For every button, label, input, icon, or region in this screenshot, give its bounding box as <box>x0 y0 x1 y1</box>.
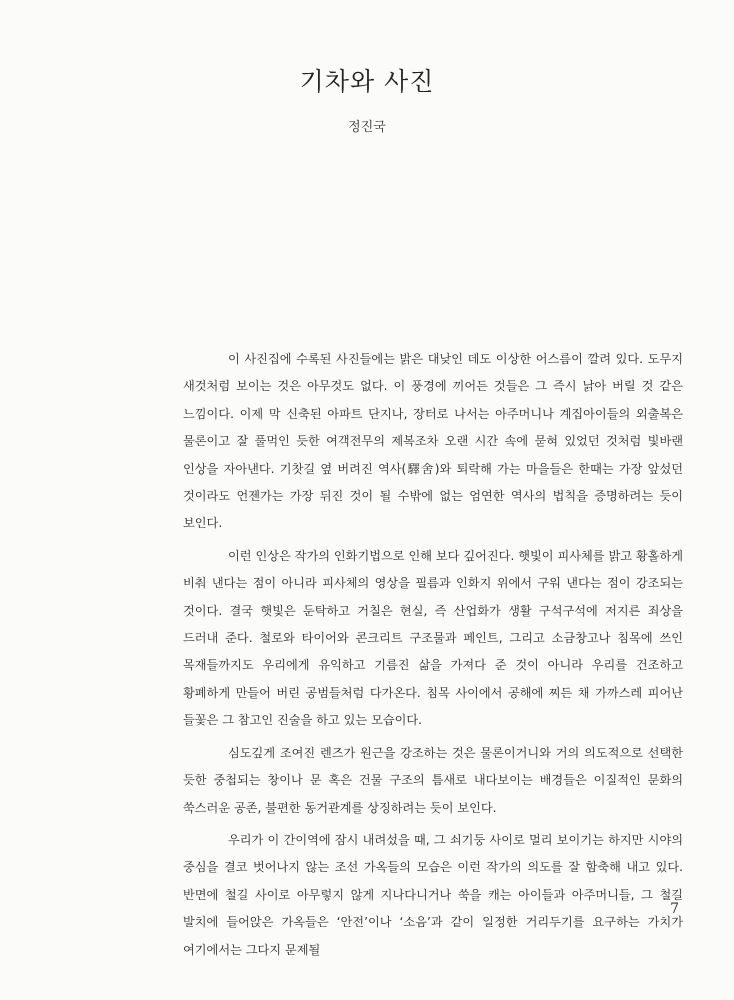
paragraph-4: 우리가 이 간이역에 잠시 내려섰을 때, 그 쇠기둥 사이로 멀리 보이기는 하지만 시야의 중심을 결코 벗어나지 않는 조선 가옥들의 모습은 이런 작가의 의도를 잘 함축해 내고 있다. 반면에 철길 사이로 아무렇지 않게 지나다니거나 쑥을 캐는 아이들과 아주머니들, 그 철길 발치에 들어앉은 가옥들은 ‘안전’이나 ‘소음’과 같이 일정한 거리두기를 요구하는 가치가 여기에서는 그다지 문제될 <box>183 832 683 957</box>
paragraph-1: 이 사진집에 수록된 사진들에는 밝은 대낮인 데도 이상한 어스름이 깔려 있다. 도무지 새것처럼 보이는 것은 아무것도 없다. 이 풍경에 끼어든 것들은 그 즉시 낡아 버릴 것 같은 느낌이다. 이제 막 신축된 아파트 단지나, 장터로 나서는 아주머니나 계집아이들의 외출복은 물론이고 잘 풀먹인 듯한 여객전무의 제복조차 오랜 시간 속에 묻혀 있었던 것처럼 빛바랜 인상을 자아낸다. 기찻길 옆 버려진 역사(驛舍)와 퇴락해 가는 마을들은 한때는 가장 앞섰던 것이라도 언젠가는 가장 뒤진 것이 될 수밖에 없는 엄연한 역사의 법칙을 증명하려는 듯이 보인다. <box>183 352 683 531</box>
page-number: 7 <box>670 901 679 917</box>
author-name: 정진국 <box>348 120 386 135</box>
body-text <box>183 346 683 969</box>
paragraph-3: 심도깊게 조여진 렌즈가 원근을 강조하는 것은 물론이거니와 거의 의도적으로 선택한 듯한 중첩되는 창이나 문 혹은 건물 구조의 틈새로 내다보이는 배경들은 이질적인 문화의 쑥스러운 공존, 불편한 동거관계를 상징하려는 듯이 보인다. <box>183 745 683 815</box>
page-title: 기차와 사진 <box>299 67 435 96</box>
paragraph-2: 이런 인상은 작가의 인화기법으로 인해 보다 깊어진다. 햇빛이 피사체를 밝고 황홀하게 비춰 낸다는 점이 아니라 피사체의 영상을 필름과 인화지 위에서 구워 낸다는 점이 강조되는 것이다. 결국 햇빛은 둔탁하고 거칠은 현실, 즉 산업화가 생활 구석구석에 저지른 죄상을 드러내 준다. 철로와 타이어와 콘크리트 구조물과 페인트, 그리고 소금창고나 침목에 쓰인 목재들까지도 우리에게 유익하고 기름진 삶을 가져다 준 것이 아니라 우리를 건조하고 황폐하게 만들어 버린 공범들처럼 다가온다. 침목 사이에서 공해에 찌든 채 가까스레 피어난 들꽃은 그 참고인 진술을 하고 있는 모습이다. <box>183 548 683 728</box>
